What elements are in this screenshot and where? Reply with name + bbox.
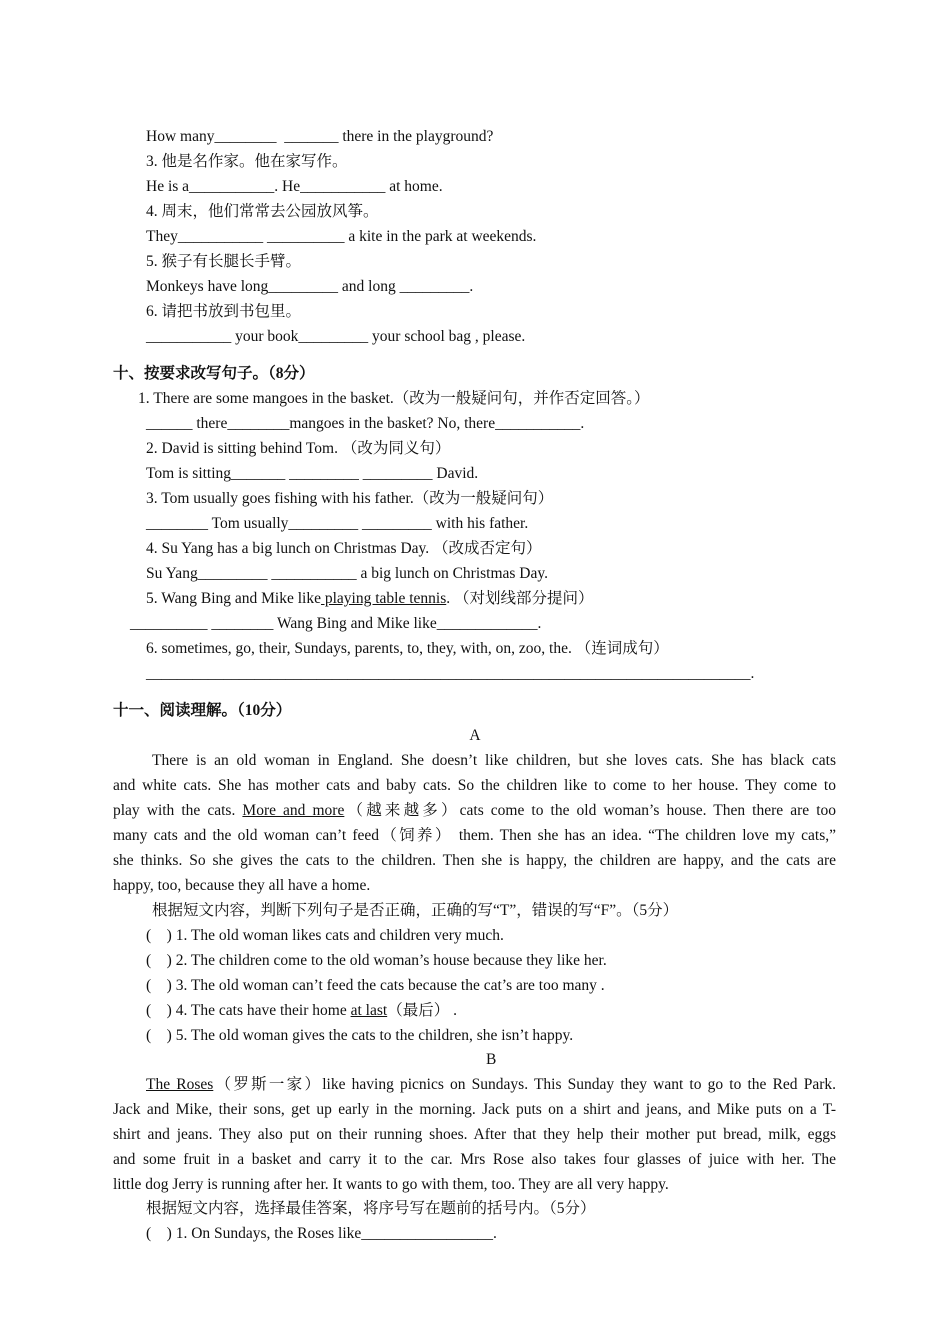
s9-line-4: 4. 周末，他们常常去公园放风筝。 [146, 203, 379, 220]
s10-q2: 2. David is sitting behind Tom. （改为同义句） [146, 440, 451, 457]
passage-a-label: A [469, 727, 481, 744]
passage-a-line-2: and white cats. She has mother cats and baby cats. So the children like to come to her house. They come to [113, 777, 836, 794]
s10-q4-answer: Su Yang_________ ___________ a big lunch on Christmas Day. [146, 565, 548, 582]
section-10-heading: 十、按要求改写句子。（8分） [113, 365, 315, 382]
passage-a-q4-post: （最后） . [387, 1002, 457, 1019]
passage-a-q4 [146, 998, 457, 1023]
passage-b-line-1 [146, 1072, 836, 1097]
passage-b-line-3: shirt and jeans. They also put on their running shoes. After that they help their mother put bread, milk, eggs [113, 1126, 836, 1143]
s9-line-7: Monkeys have long_________ and long _________. [146, 278, 474, 295]
passage-a-q4-pre: ( ) 4. The cats have their home [146, 1002, 351, 1019]
passage-a-q5: ( ) 5. The old woman gives the cats to the children, she isn’t happy. [146, 1027, 574, 1044]
s10-q5-answer: __________ ________ Wang Bing and Mike like_____________. [130, 615, 542, 632]
section-11-heading: 十一、阅读理解。（10分） [113, 702, 292, 719]
passage-b-instructions: 根据短文内容，选择最佳答案，将序号写在题前的括号内。（5分） [146, 1200, 596, 1217]
s9-line-1: How many________ _______ there in the playground? [146, 128, 494, 145]
s10-q3: 3. Tom usually goes fishing with his father.（改为一般疑问句） [146, 490, 554, 507]
s10-q4: 4. Su Yang has a big lunch on Christmas Day. （改成否定句） [146, 540, 542, 557]
passage-a-line-5: she thinks. So she gives the cats to the children. Then she is happy, the children are happy, and the cats are [113, 852, 836, 869]
s9-line-3: He is a___________. He___________ at home. [146, 178, 443, 195]
passage-b-line-2: Jack and Mike, their sons, get up early in the morning. Jack puts on a shirt and jeans, and Mike puts on a T- [113, 1101, 836, 1118]
passage-a-q1: ( ) 1. The old woman likes cats and children very much. [146, 927, 504, 944]
s10-q5-pre: 5. Wang Bing and Mike like [146, 590, 321, 607]
passage-a-line-3-post: （越来越多）cats come to the old woman’s house. Then there are too [344, 802, 836, 819]
passage-a-line-1: There is an old woman in England. She doesn’t like children, but she loves cats. She has black cats [152, 752, 836, 769]
passage-a-instructions: 根据短文内容，判断下列句子是否正确，正确的写“T”，错误的写“F”。（5分） [152, 902, 679, 919]
passage-b-label: B [486, 1051, 497, 1068]
passage-b-q1: ( ) 1. On Sundays, the Roses like_________________. [146, 1225, 497, 1242]
passage-b-line-1-post: （罗斯一家）like having picnics on Sundays. This Sunday they want to go to the Red Park. [213, 1076, 836, 1093]
passage-b-underlined: The Roses [146, 1076, 214, 1093]
passage-a-q4-underlined: at last [350, 1002, 388, 1019]
s9-line-6: 5. 猴子有长腿长手臂。 [146, 253, 302, 270]
s10-q1-answer: ______ there________mangoes in the basket? No, there___________. [146, 415, 585, 432]
passage-a-line-6: happy, too, because they all have a home. [113, 877, 371, 894]
passage-a-line-3-pre: play with the cats. [113, 802, 236, 819]
s10-q5-underlined: playing table tennis [320, 590, 447, 607]
s9-line-2: 3. 他是名作家。他在家写作。 [146, 153, 348, 170]
s10-q5 [146, 586, 594, 611]
passage-a-line-3 [113, 798, 836, 823]
passage-b-line-5: little dog Jerry is running after her. It wants to go with them, too. They are all very happy. [113, 1176, 669, 1193]
passage-a-q2: ( ) 2. The children come to the old woman’s house because they like her. [146, 952, 607, 969]
s9-line-9: ___________ your book_________ your school bag , please. [146, 328, 526, 345]
passage-a-underlined: More and more [242, 802, 345, 819]
s10-q3-answer: ________ Tom usually_________ _________ with his father. [146, 515, 529, 532]
s10-q6: 6. sometimes, go, their, Sundays, parents, to, they, with, on, zoo, the. （连词成句） [146, 640, 669, 657]
passage-b-line-4: and some fruit in a basket and carry it to the car. Mrs Rose also takes four glasses of juice with her. The [113, 1151, 836, 1168]
s10-q1: 1. There are some mangoes in the basket.（改为一般疑问句，并作否定回答。） [138, 390, 650, 407]
s10-q2-answer: Tom is sitting_______ _________ _________ David. [146, 465, 479, 482]
s10-q5-post: . （对划线部分提问） [446, 590, 594, 607]
passage-a-q3: ( ) 3. The old woman can’t feed the cats because the cat’s are too many . [146, 977, 605, 994]
s10-q6-answer: ______________________________________________________________________________. [146, 665, 755, 682]
passage-a-line-4: many cats and the old woman can’t feed（饲养） them. Then she has an idea. “The children love my cats,” [113, 827, 836, 844]
s9-line-8: 6. 请把书放到书包里。 [146, 303, 302, 320]
s9-line-5: They___________ __________ a kite in the park at weekends. [146, 228, 537, 245]
